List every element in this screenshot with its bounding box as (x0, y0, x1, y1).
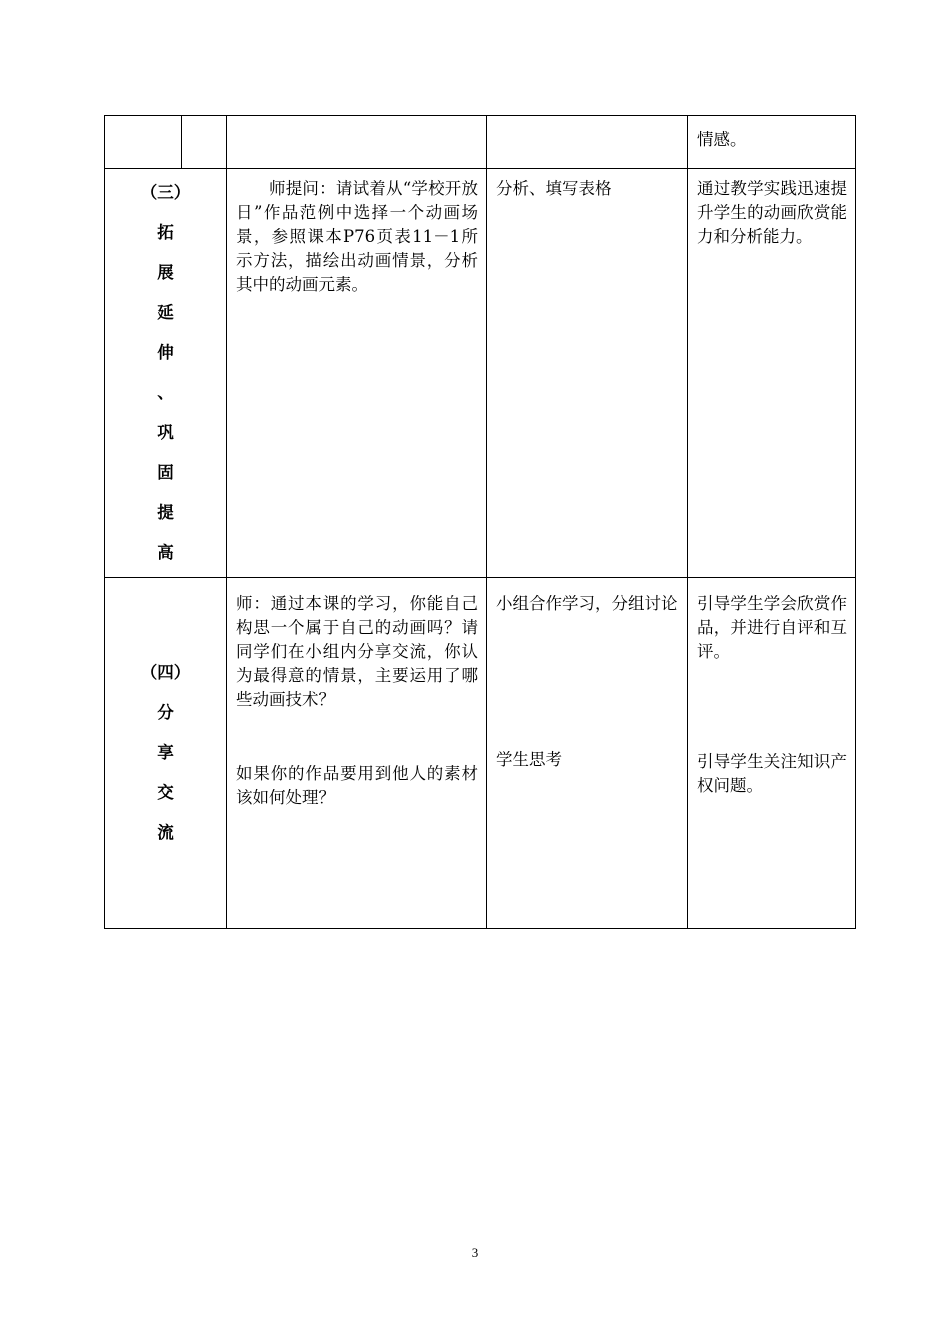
student-cell-extension (487, 169, 688, 578)
intent-text: 通过教学实践迅速提升学生的动画欣赏能力和分析能力。 (697, 179, 847, 246)
stage-char: （四） (140, 663, 191, 682)
stage-split (105, 116, 226, 168)
stage-char: 分 (157, 703, 174, 722)
stage-char: 巩 (157, 423, 174, 442)
intent-cell-sharing (688, 578, 856, 929)
teacher-activity-text: 如果你的作品要用到他人的素材该如何处理？ (236, 764, 478, 807)
intent-cell-continued (688, 116, 856, 169)
intent-cell-extension (688, 169, 856, 578)
table-row-extension (105, 169, 856, 578)
stage-char: 延 (157, 303, 174, 322)
student-activity-text: 学生思考 (496, 750, 562, 769)
stage-char: 交 (157, 783, 174, 802)
stage-split-left (105, 116, 182, 168)
teacher-cell-extension (227, 169, 487, 578)
table-row-sharing (105, 578, 856, 929)
stage-char: 伸 (157, 343, 174, 362)
student-activity-text: 分析、填写表格 (496, 179, 612, 198)
teacher-cell-continued (227, 116, 487, 169)
lesson-plan-table (104, 115, 856, 929)
stage-char: （三） (140, 183, 191, 202)
teacher-cell-sharing (227, 578, 487, 929)
stage-char: 流 (157, 823, 174, 842)
stage-char: 、 (157, 383, 174, 402)
stage-cell-sharing (105, 578, 227, 929)
stage-cell-continued (105, 116, 227, 169)
page-number: 3 (471, 1245, 479, 1260)
stage-char: 拓 (157, 223, 174, 242)
teacher-activity-text: 师：通过本课的学习，你能自己构思一个属于自己的动画吗？请同学们在小组内分享交流，你认为最得意的情景，主要运用了哪些动画技术？ (236, 594, 478, 709)
stage-char: 提 (157, 503, 174, 522)
table-row-continuation (105, 116, 856, 169)
teacher-activity-text: 师提问：请试着从“学校开放日”作品范例中选择一个动画场景，参照课本P76页表11－1所示方法，描绘出动画情景，分析其中的动画元素。 (236, 179, 478, 294)
stage-char: 享 (157, 743, 174, 762)
intent-text: 引导学生关注知识产权问题。 (697, 752, 847, 795)
stage-split-right (182, 116, 226, 168)
stage-char: 展 (157, 263, 174, 282)
stage-cell-extension (105, 169, 227, 578)
intent-text: 引导学生学会欣赏作品，并进行自评和互评。 (697, 594, 847, 661)
student-activity-text: 小组合作学习，分组讨论 (496, 594, 678, 613)
stage-char: 高 (157, 543, 174, 562)
intent-text: 情感。 (697, 130, 747, 149)
student-cell-sharing (487, 578, 688, 929)
stage-char: 固 (157, 463, 174, 482)
student-cell-continued (487, 116, 688, 169)
